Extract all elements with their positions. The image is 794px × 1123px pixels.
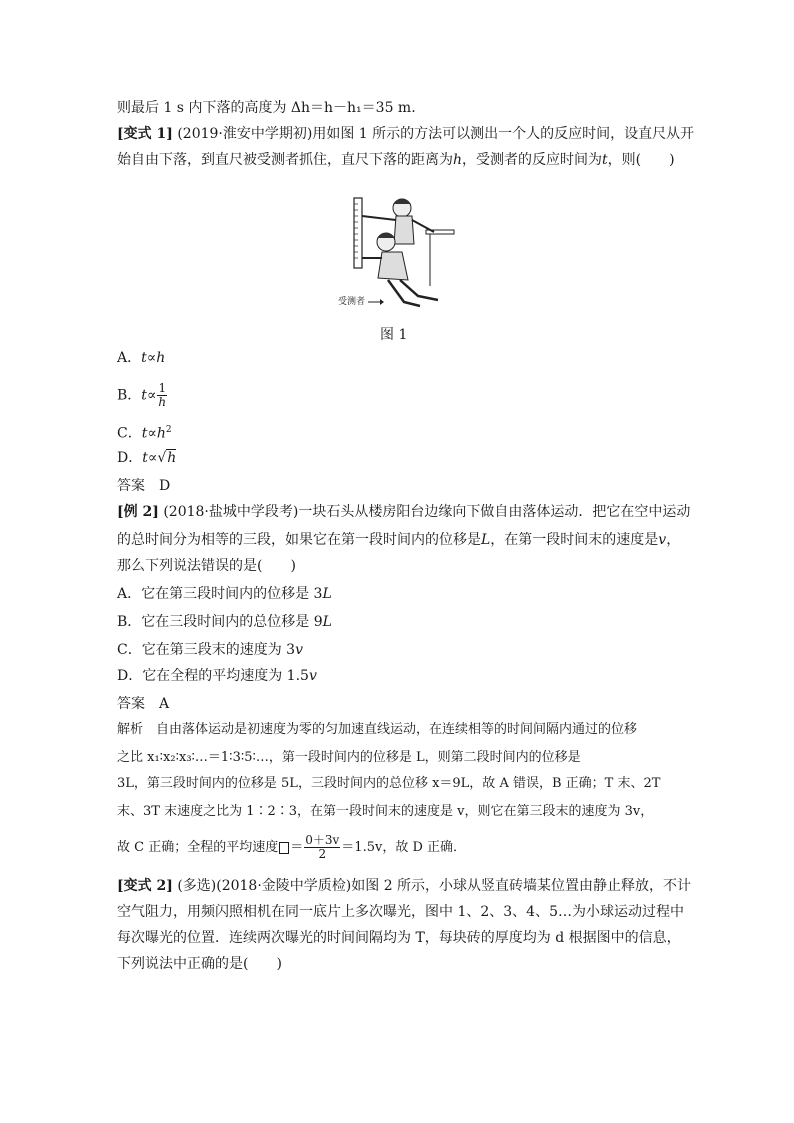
variant-1-text-a: (2019·淮安中学期初)用如图 1 所示的方法可以测出一个人的反应时间，设直尺从开 bbox=[177, 126, 695, 142]
variant-1-line-a bbox=[117, 124, 694, 144]
example-2-option-d: D．它在全程的平均速度为 1.5v bbox=[117, 668, 317, 684]
example-2-text-b2: ，在第一段时间末的速度是 bbox=[490, 532, 659, 548]
example-2-text-b3: ， bbox=[666, 532, 681, 548]
option-a: A．t∝h bbox=[117, 350, 166, 366]
option-d: D．t∝√h bbox=[117, 450, 177, 466]
variant-1-tag: [变式 1] bbox=[117, 126, 173, 142]
example-2-line-a bbox=[117, 502, 690, 522]
answer-1: 答案 D bbox=[117, 478, 171, 494]
solution-5-text-b: ＝1.5v，故 D 正确． bbox=[341, 840, 467, 855]
variant-1-text-b3: ，则( ) bbox=[607, 152, 675, 168]
fraction-numerator: 0＋3v bbox=[305, 833, 340, 847]
option-c: C．$t\propto h^2$ bbox=[117, 425, 172, 442]
option-b: B．t∝ $\frac{1}{h}$ bbox=[117, 381, 167, 409]
answer-2: 答案 A bbox=[117, 696, 170, 712]
solution-line-3: 3L，第三段时间内的位移是 5L，三段时间内的总位移 x＝9L，故 A 错误，B 正确；T 末、2T bbox=[117, 776, 661, 791]
variant-2-text-a: (多选)(2018·金陵中学质检)如图 2 所示，小球从竖直砖墙某位置由静止释放，不计 bbox=[177, 878, 692, 894]
solution-line-5: 故 C 正确；全程的平均速度 ＝ $\frac{0+3v}{2}$ ＝1.5v，故 D 正确． bbox=[117, 833, 467, 861]
figure-1-caption: 图 1 bbox=[380, 327, 408, 343]
e2-option-a-text: A．它在第三段时间内的位移是 3 bbox=[117, 586, 323, 602]
solution-fraction bbox=[304, 834, 340, 861]
example-2-option-b: B．它在三段时间内的总位移是 9L bbox=[117, 614, 332, 630]
solution-line-2: 之比 x₁∶x₂∶x₃∶…＝1∶3∶5∶…，第一段时间内的位移是 L，则第二段时间内的位移是 bbox=[117, 750, 581, 765]
example-2-option-a: A．它在第三段时间内的位移是 3L bbox=[117, 586, 332, 602]
example-2-text-b: 的总时间分为相等的三段，如果它在第一段时间内的位移是 bbox=[117, 532, 481, 548]
figure-label: 受测者 bbox=[338, 297, 366, 307]
variant-2-line-d: 下列说法中正确的是( ) bbox=[117, 956, 282, 972]
variant-1-line-b: 始自由下落，到直尺被受测者抓住，直尺下落的距离为h，受测者的反应时间为t，则( ) bbox=[117, 152, 675, 168]
variant-2-line-c: 每次曝光的位置．连续两次曝光的时间间隔均为 T，每块砖的厚度均为 d 根据图中的信息， bbox=[117, 930, 681, 946]
variant-1-text-b: 始自由下落，到直尺被受测者抓住，直尺下落的距离为 bbox=[117, 152, 453, 168]
variant-1-text-b2: ，受测者的反应时间为 bbox=[462, 152, 603, 168]
option-a-label: A． bbox=[117, 350, 142, 366]
mean-velocity-symbol bbox=[279, 842, 289, 854]
variant-2-line-a bbox=[117, 876, 691, 896]
variant-2-line-b: 空气阻力，用频闪照相机在同一底片上多次曝光，图中 1、2、3、4、5…为小球运动过程中 bbox=[117, 904, 684, 920]
e2-option-b-text: B．它在三段时间内的总位移是 9 bbox=[117, 614, 323, 630]
e2-option-d-text: D．它在全程的平均速度为 1.5 bbox=[117, 668, 309, 684]
fraction-denominator: 2 bbox=[318, 847, 327, 861]
line-0: 则最后 1 s 内下落的高度为 Δh＝h－h₁＝35 m. bbox=[117, 100, 416, 116]
example-2-option-c: C．它在第三段末的速度为 3v bbox=[117, 642, 303, 658]
fraction-1-over-h: $\frac{1}{h}$ bbox=[158, 381, 167, 409]
example-2-line-c: 那么下列说法错误的是( ) bbox=[117, 558, 296, 574]
variant-2-tag: [变式 2] bbox=[117, 878, 173, 894]
solution-line-4: 末、3T 末速度之比为 1∶2∶3，在第一段时间末的速度是 v，则它在第三段末的速度为 3v， bbox=[117, 804, 654, 819]
e2-option-c-text: C．它在第三段末的速度为 3 bbox=[117, 642, 296, 658]
example-2-text-a: (2018·盐城中学段考)一块石头从楼房阳台边缘向下做自由落体运动．把它在空中运动 bbox=[163, 504, 691, 520]
example-2-line-b: 的总时间分为相等的三段，如果它在第一段时间内的位移是L，在第一段时间末的速度是v， bbox=[117, 532, 681, 548]
example-2-tag: [例 2] bbox=[117, 504, 159, 520]
option-c-label: C． bbox=[117, 425, 142, 442]
option-d-label: D． bbox=[117, 450, 143, 466]
reaction-time-figure bbox=[338, 196, 456, 314]
option-b-label: B． bbox=[117, 387, 142, 404]
solution-5-text-a: 故 C 正确；全程的平均速度 bbox=[117, 840, 279, 855]
solution-line-1: 解析 自由落体运动是初速度为零的匀加速直线运动，在连续相等的时间间隔内通过的位移 bbox=[117, 722, 638, 737]
